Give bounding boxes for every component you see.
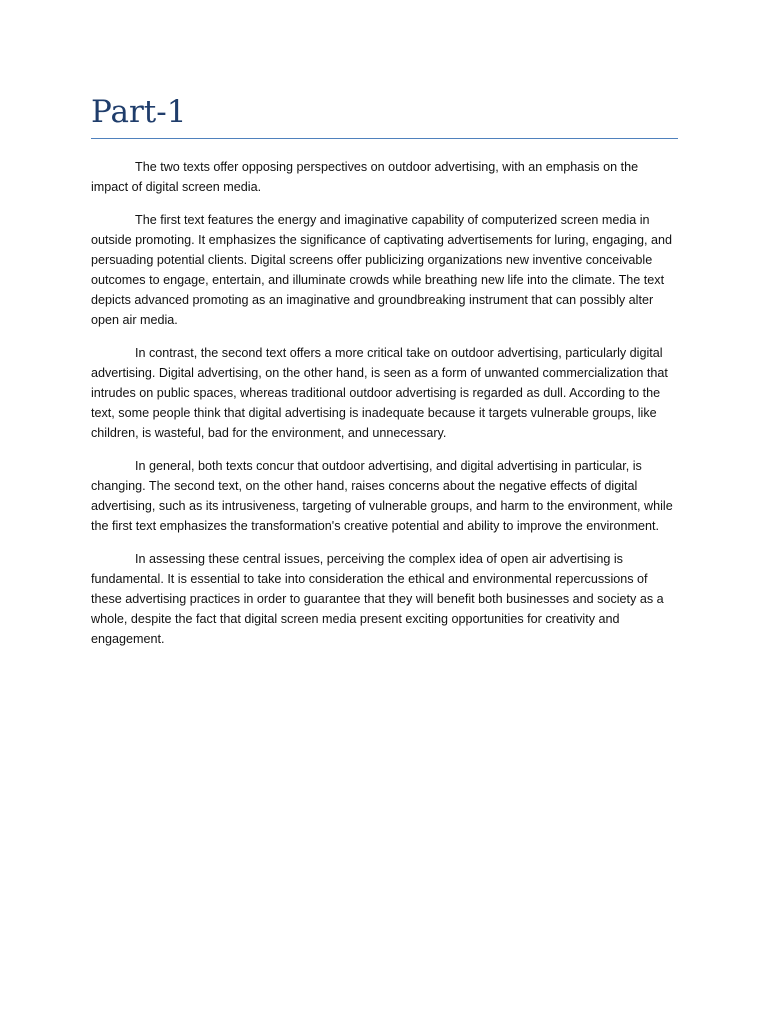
document-body [91,157,678,649]
paragraph-second-text-summary: In contrast, the second text offers a more critical take on outdoor advertising, particularly digital advertising. Digital advertising, on the other hand, is seen as a form of unwanted commercialization that intrudes on public spaces, whereas traditional outdoor advertising is regarded as dull. According to the text, some people think that digital advertising is inadequate because it targets vulnerable groups, like children, is wasteful, bad for the environment, and unnecessary. [91,346,668,440]
document-content [91,92,678,662]
paragraph-comparison: In general, both texts concur that outdoor advertising, and digital advertising in particular, is changing. The second text, on the other hand, raises concerns about the negative effects of digital advertising, such as its intrusiveness, targeting of vulnerable groups, and harm to the environment, while the first text emphasizes the transformation's creative potential and ability to improve the environment. [91,459,673,533]
paragraph-first-text-summary: The first text features the energy and imaginative capability of computerized screen media in outside promoting. It emphasizes the significance of captivating advertisements for luring, engaging, and persuading potential clients. Digital screens offer publicizing organizations new inventive conceivable outcomes to engage, entertain, and illuminate crowds while breathing new life into the climate. The text depicts advanced promoting as an imaginative and groundbreaking instrument that can possibly alter open air media. [91,213,673,327]
section-heading: Part-1 [91,92,678,139]
paragraph-conclusion: In assessing these central issues, perceiving the complex idea of open air advertising is fundamental. It is essential to take into consideration the ethical and environmental repercussions of these advertising practices in order to guarantee that they will benefit both businesses and society as a whole, despite the fact that digital screen media present exciting opportunities for creativity and engagement. [91,552,664,646]
paragraph-intro: The two texts offer opposing perspectives on outdoor advertising, with an emphasis on the impact of digital screen media. [91,160,639,194]
